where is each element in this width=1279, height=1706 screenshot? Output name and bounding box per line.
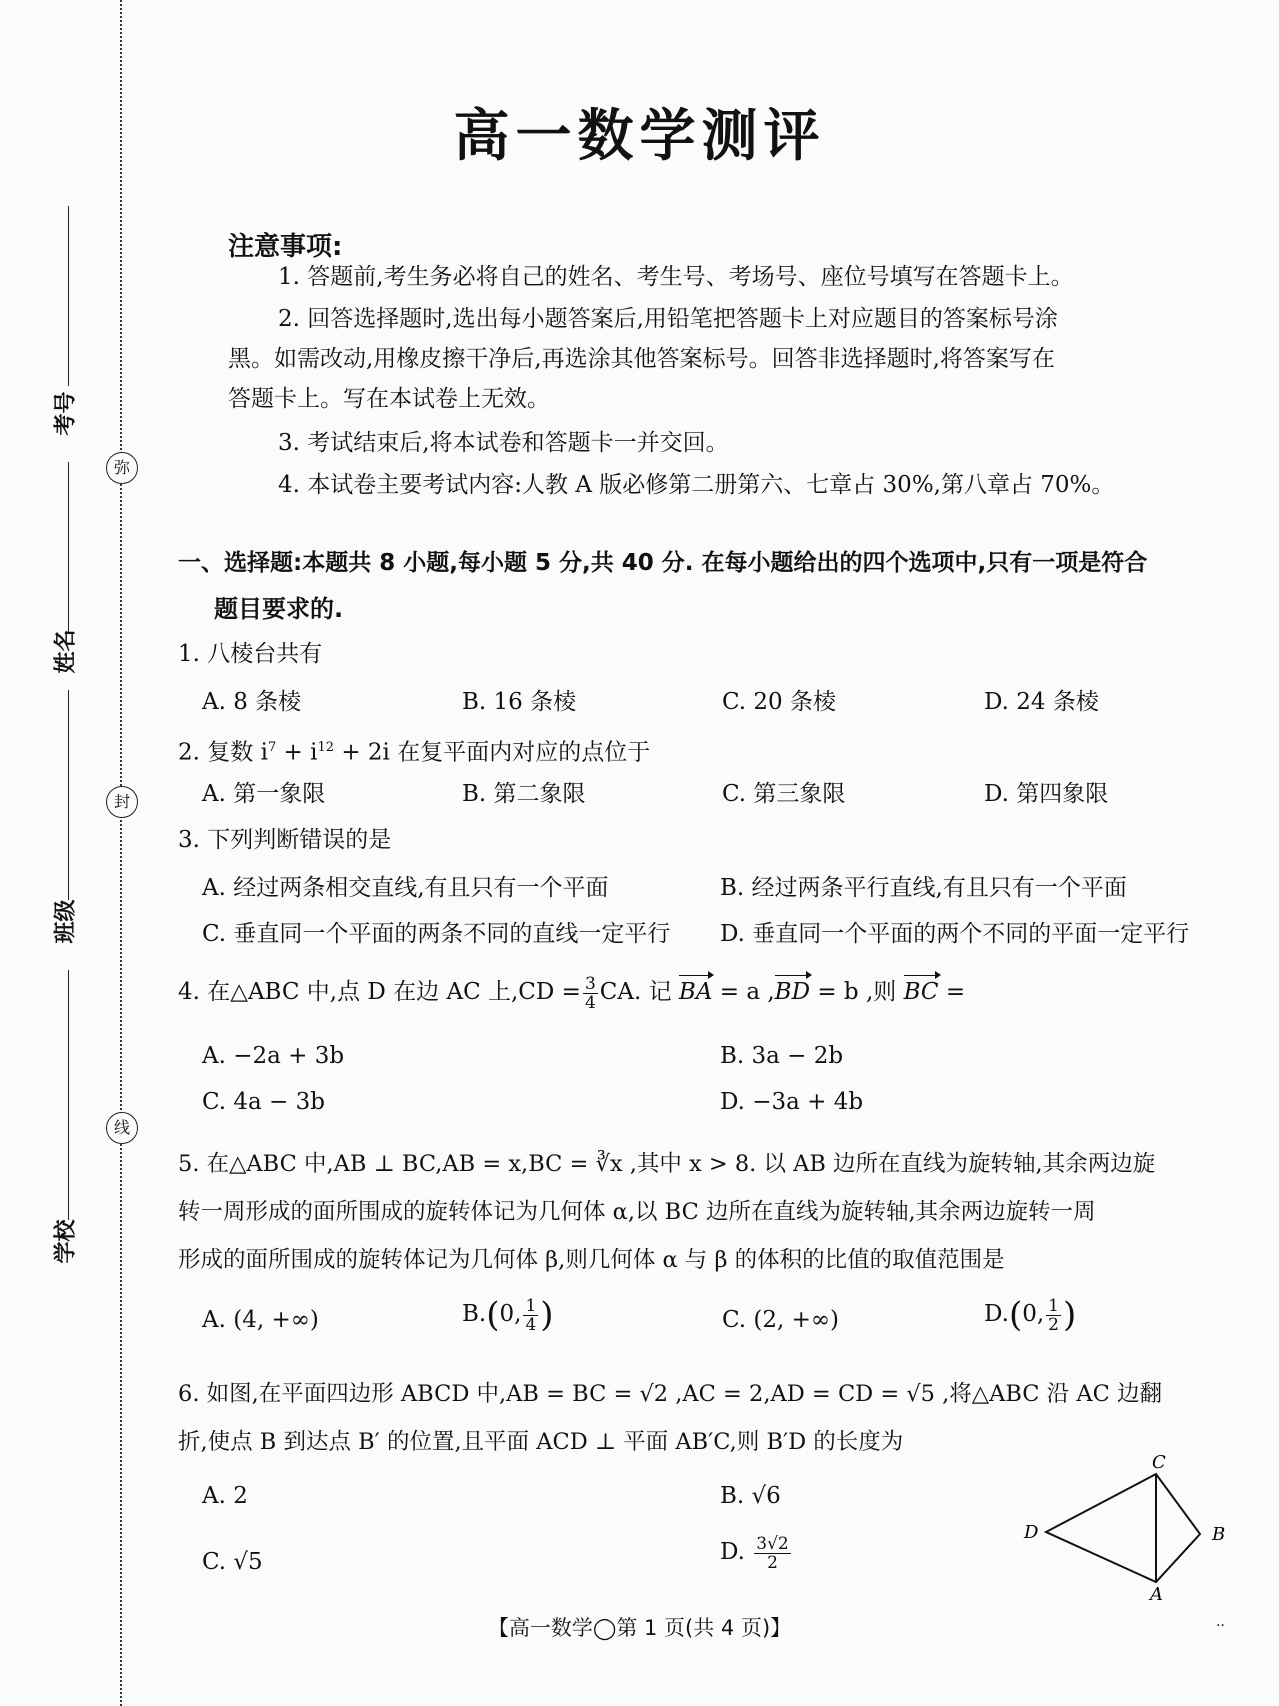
- q4-eq-3: =: [938, 979, 966, 1005]
- note-3: 3. 考试结束后,将本试卷和答题卡一并交回。: [278, 430, 729, 456]
- q1-option-a: A. 8 条棱: [202, 689, 302, 715]
- quadrilateral-figure: [1010, 1452, 1240, 1602]
- q5-option-b-zero: 0,: [499, 1301, 522, 1327]
- q2-sup-1: 7: [267, 740, 277, 755]
- q2-stem-b: + i: [276, 739, 318, 766]
- section-1-heading-line1: 一、选择题:本题共 8 小题,每小题 5 分,共 40 分. 在每小题给出的四个选项中,只有一项是符合: [178, 550, 1148, 576]
- section-1-heading-line2: 题目要求的.: [214, 595, 344, 623]
- q4-stem-b: CA. 记: [599, 979, 672, 1005]
- school-label: 学校: [53, 1219, 79, 1264]
- q2-option-c: C. 第三象限: [722, 781, 846, 807]
- q1-option-d: D. 24 条棱: [984, 689, 1099, 715]
- q6-option-d: [720, 1534, 793, 1572]
- note-4: 4. 本试卷主要考试内容:人教 A 版必修第二册第六、七章占 30%,第八章占 70%。: [278, 472, 1115, 498]
- q1-option-b: B. 16 条棱: [462, 689, 577, 715]
- q6-d-num: 3√2: [756, 1533, 789, 1554]
- q2-option-a: A. 第一象限: [202, 781, 326, 807]
- note-2-line2: 黑。如需改动,用橡皮擦干净后,再选涂其他答案标号。回答非选择题时,将答案写在: [228, 346, 1055, 372]
- notes-heading: 注意事项:: [228, 232, 343, 262]
- note-2-line1: 2. 回答选择题时,选出每小题答案后,用铅笔把答题卡上对应题目的答案标号涂: [278, 306, 1058, 332]
- binding-dotted-line: [120, 0, 122, 1706]
- figure-label-d: D: [1024, 1522, 1039, 1543]
- question-6-line1: 6. 如图,在平面四边形 ABCD 中,AB = BC = √2 ,AC = 2,AD = CD = √5 ,将△ABC 沿 AC 边翻: [178, 1381, 1162, 1407]
- note-1: 1. 答题前,考生务必将自己的姓名、考生号、考场号、座位号填写在答题卡上。: [278, 264, 1074, 290]
- q2-option-d: D. 第四象限: [984, 781, 1109, 807]
- q6-option-c: C. √5: [202, 1549, 263, 1575]
- q5-option-b-frac: [523, 1297, 538, 1334]
- name-label: 姓名: [53, 629, 79, 674]
- q4-fraction: [583, 975, 598, 1012]
- q3-option-b: B. 经过两条平行直线,有且只有一个平面: [720, 875, 1127, 901]
- corner-dots: ··: [1216, 1618, 1225, 1634]
- q4-frac-den: 4: [584, 992, 596, 1013]
- q3-option-d: D. 垂直同一个平面的两个不同的平面一定平行: [720, 921, 1190, 947]
- q5-d-den: 2: [1048, 1314, 1059, 1335]
- q1-option-c: C. 20 条棱: [722, 689, 836, 715]
- q6-option-a: A. 2: [202, 1483, 248, 1509]
- question-5-line1: 5. 在△ABC 中,AB ⊥ BC,AB = x,BC = ∛x ,其中 x > 8. 以 AB 边所在直线为旋转轴,其余两边旋: [178, 1151, 1156, 1177]
- q4-eq-2: = b ,则: [810, 979, 897, 1005]
- class-label: 班级: [53, 899, 79, 944]
- q5-option-a: A. (4, +∞): [202, 1307, 319, 1333]
- figure-label-c: C: [1152, 1452, 1166, 1473]
- q4-vector-bd: BD: [775, 974, 810, 1010]
- figure-label-a: A: [1150, 1584, 1163, 1602]
- page-footer: 【高一数学◯第 1 页(共 4 页)】: [487, 1616, 792, 1640]
- q2-stem-a: 2. 复数 i: [178, 739, 268, 766]
- question-2-stem: [178, 730, 1248, 771]
- q5-b-num: 1: [525, 1295, 537, 1316]
- q5-option-d-zero: 0,: [1022, 1301, 1045, 1327]
- seal-mark-mi: 弥: [106, 452, 138, 484]
- name-line-left: [68, 462, 69, 632]
- q4-option-b: B. 3a − 2b: [720, 1043, 844, 1069]
- q5-b-den: 4: [525, 1314, 537, 1335]
- question-3-stem: 3. 下列判断错误的是: [178, 827, 392, 853]
- q5-option-b-letter: B.: [462, 1301, 487, 1327]
- q4-stem-a: 4. 在△ABC 中,点 D 在边 AC 上,CD =: [178, 979, 581, 1005]
- q2-stem-c: + 2i 在复平面内对应的点位于: [334, 739, 651, 766]
- question-1-stem: 1. 八棱台共有: [178, 641, 323, 667]
- class-line: [68, 970, 69, 1220]
- figure-label-b: B: [1212, 1524, 1226, 1545]
- section-1-heading: [178, 540, 1238, 632]
- question-5-line2: 转一周形成的面所围成的旋转体记为几何体 α,以 BC 边所在直线为旋转轴,其余两边旋转一周: [178, 1199, 1096, 1225]
- q4-vector-bc: BC: [904, 974, 939, 1010]
- seal-mark-feng: 封: [106, 786, 138, 818]
- q6-option-d-frac: [754, 1535, 790, 1572]
- seal-mark-xian: 线: [106, 1112, 138, 1144]
- q5-d-num: 1: [1048, 1295, 1059, 1316]
- page-title: 高一数学测评: [453, 104, 826, 169]
- q3-option-c: C. 垂直同一个平面的两条不同的直线一定平行: [202, 921, 671, 947]
- q4-option-c: C. 4a − 3b: [202, 1089, 325, 1115]
- q4-vector-ba: BA: [679, 974, 713, 1010]
- name-line: [68, 690, 69, 900]
- figure-quadrilateral-outline: [1046, 1474, 1200, 1582]
- q4-frac-num: 3: [584, 973, 596, 994]
- q5-option-d: D.(0, $\frac{1}{2}$ ): [984, 1295, 1077, 1335]
- q2-option-b: B. 第二象限: [462, 781, 586, 807]
- q5-option-b: B.(0, $\frac{1}{4}$ ): [462, 1295, 554, 1335]
- question-4-stem: [178, 974, 1248, 1012]
- q5-option-d-frac: [1046, 1297, 1061, 1334]
- q6-option-b: B. √6: [720, 1483, 781, 1509]
- q2-sup-2: 12: [317, 740, 335, 755]
- q3-option-a: A. 经过两条相交直线,有且只有一个平面: [202, 875, 609, 901]
- question-6-line2: 折,使点 B 到达点 B′ 的位置,且平面 ACD ⊥ 平面 AB′C,则 B′D 的长度为: [178, 1429, 904, 1455]
- note-2-line3: 答题卡上。写在本试卷上无效。: [228, 386, 550, 412]
- exam-number-line: [68, 206, 69, 386]
- q4-option-a: A. −2a + 3b: [202, 1043, 345, 1069]
- q6-option-d-letter: D.: [720, 1539, 745, 1565]
- q4-eq-1: = a ,: [712, 979, 775, 1005]
- q6-d-den: 2: [767, 1552, 778, 1573]
- q5-option-d-letter: D.: [984, 1301, 1009, 1327]
- question-5-line3: 形成的面所围成的旋转体记为几何体 β,则几何体 α 与 β 的体积的比值的取值范围是: [178, 1247, 1005, 1273]
- q5-option-c: C. (2, +∞): [722, 1307, 840, 1333]
- exam-number-label: 考号: [53, 391, 79, 436]
- q4-option-d: D. −3a + 4b: [720, 1089, 864, 1115]
